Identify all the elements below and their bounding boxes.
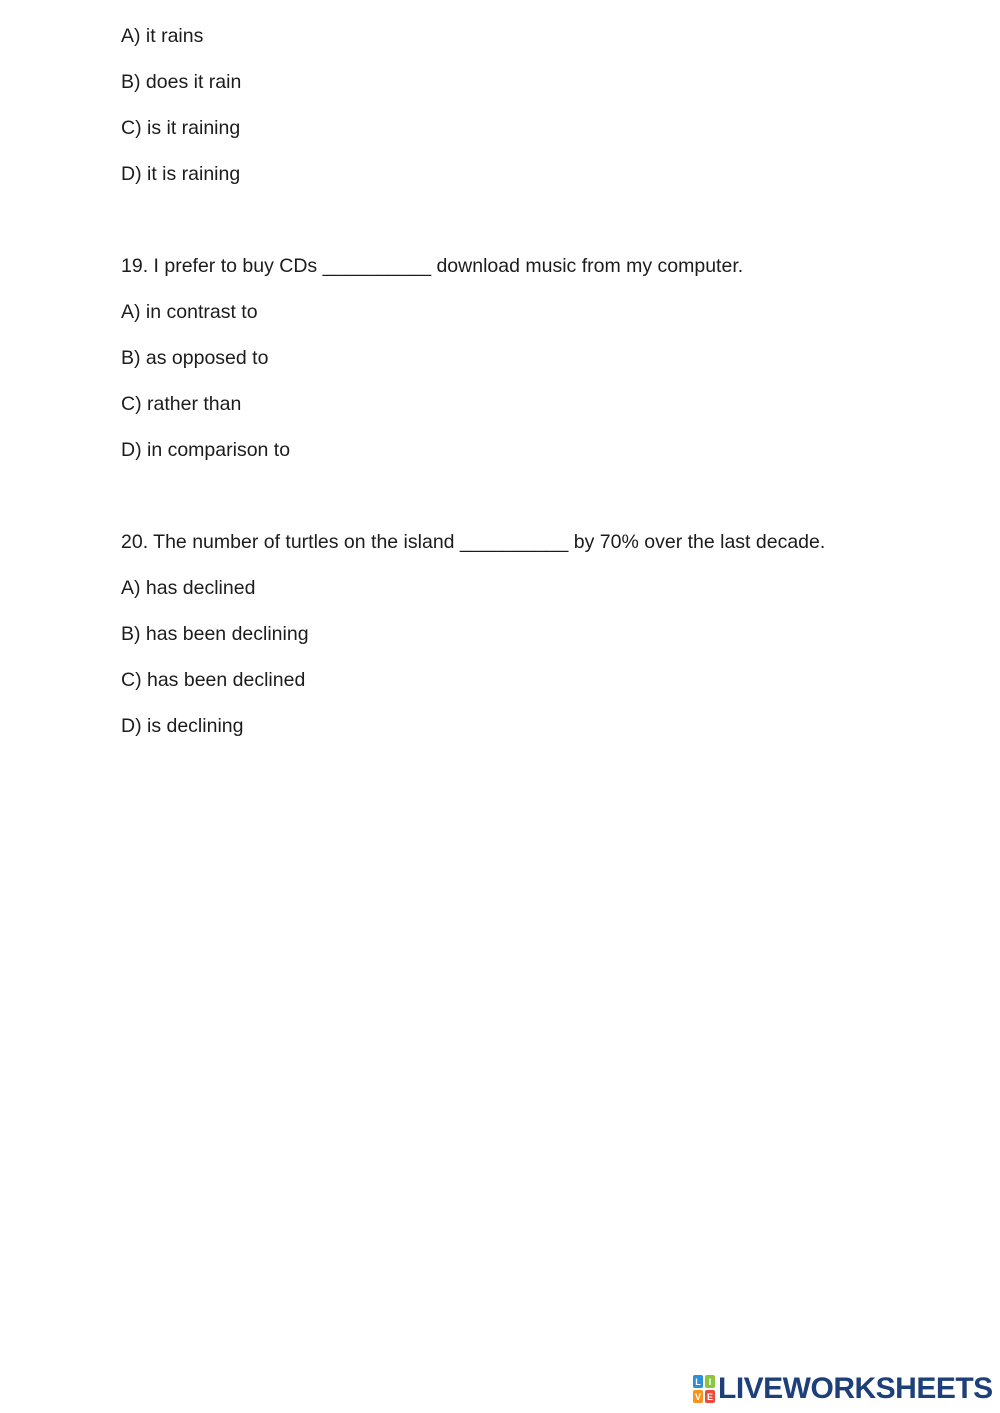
logo-grid-icon	[693, 1375, 715, 1403]
logo-letter-i: I	[708, 1377, 712, 1387]
q19-option-a: A) in contrast to	[121, 301, 258, 323]
q18-option-c: C) is it raining	[121, 117, 241, 139]
liveworksheets-logo	[693, 1372, 993, 1406]
q19-prompt: 19. I prefer to buy CDs __________ download music from my computer.	[121, 255, 744, 277]
logo-letter-v: V	[694, 1392, 702, 1402]
q19-option-d: D) in comparison to	[121, 439, 291, 461]
q18-option-a: A) it rains	[121, 25, 204, 47]
q18-option-d: D) it is raining	[121, 163, 241, 185]
q18-option-b: B) does it rain	[121, 71, 242, 93]
q20-option-b: B) has been declining	[121, 623, 309, 645]
q19-option-c: C) rather than	[121, 393, 242, 415]
logo-letter-e: E	[706, 1392, 714, 1402]
logo-text: LIVEWORKSHEETS	[718, 1372, 993, 1405]
q20-option-a: A) has declined	[121, 577, 256, 599]
q20-option-c: C) has been declined	[121, 669, 306, 691]
q20-prompt: 20. The number of turtles on the island __________ by 70% over the last decade.	[121, 531, 826, 553]
q19-option-b: B) as opposed to	[121, 347, 269, 369]
q20-option-d: D) is declining	[121, 715, 244, 737]
logo-letter-l: L	[695, 1377, 701, 1387]
